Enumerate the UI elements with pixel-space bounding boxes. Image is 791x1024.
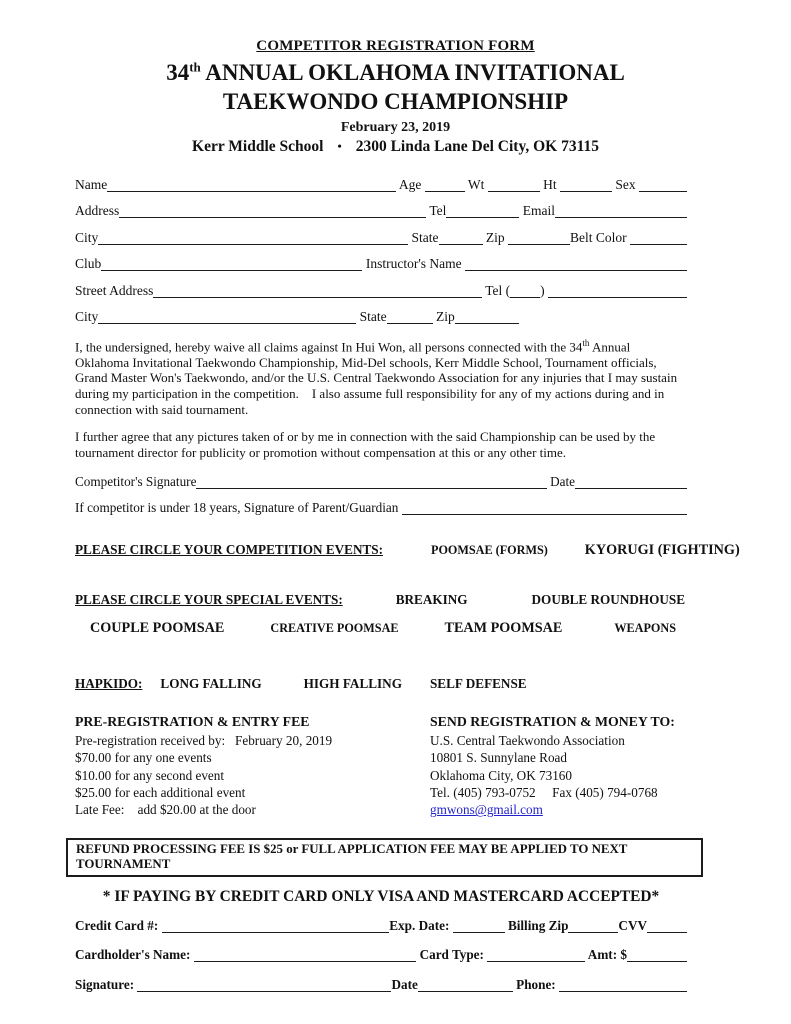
mailing-address-line: Tel. (405) 793-0752 Fax (405) 794-0768 bbox=[430, 785, 658, 801]
blank-line bbox=[453, 930, 505, 933]
pre-registration-heading: PRE-REGISTRATION & ENTRY FEE bbox=[75, 714, 310, 730]
special1 bbox=[75, 592, 687, 608]
fee-line: Late Fee: add $20.00 at the door bbox=[75, 802, 256, 818]
blank-line bbox=[555, 215, 687, 218]
blank-line bbox=[630, 242, 687, 245]
row-city1 bbox=[75, 230, 687, 246]
field-label: Name bbox=[75, 176, 108, 192]
field-label: Email bbox=[519, 203, 555, 219]
row-address bbox=[75, 203, 687, 219]
field-label: Date bbox=[391, 976, 418, 992]
row-club bbox=[75, 256, 687, 272]
blank-line bbox=[639, 189, 687, 192]
blank-line bbox=[487, 959, 585, 962]
field-label: Signature: bbox=[75, 976, 138, 992]
field-label: Cardholder's Name: bbox=[75, 947, 194, 963]
field-label: Instructor's Name bbox=[362, 256, 465, 272]
fee-lines bbox=[75, 732, 430, 819]
hapkido-heading: HAPKIDO: bbox=[75, 676, 143, 692]
tournament-title-number: 34 bbox=[166, 60, 190, 85]
blank-line bbox=[387, 321, 433, 324]
blank-line bbox=[137, 989, 391, 992]
waiver-paragraph-2: I further agree that any pictures taken of or by me in connection with the said Championship can be used by the tournament director for publicity or promotion without compensation at this or any other time. bbox=[75, 429, 659, 460]
mailing-address-line: Oklahoma City, OK 73160 bbox=[430, 767, 572, 783]
blank-line bbox=[107, 189, 396, 192]
blank-line bbox=[465, 268, 687, 271]
row-name-age bbox=[75, 177, 687, 193]
form-content bbox=[0, 177, 791, 993]
event-kyorugi-fighting: KYORUGI (FIGHTING) bbox=[584, 542, 740, 559]
field-label: Ht bbox=[539, 176, 560, 192]
waiver-ordinal: th bbox=[582, 337, 590, 348]
row-cardholder bbox=[75, 947, 687, 963]
event-weapons: WEAPONS bbox=[614, 621, 676, 636]
field-label: Competitor's Signature bbox=[75, 474, 197, 490]
blank-line bbox=[488, 189, 540, 192]
form-header bbox=[0, 0, 791, 156]
blank-line bbox=[647, 930, 687, 933]
event-high-falling: HIGH FALLING bbox=[303, 676, 402, 692]
event-long-falling: LONG FALLING bbox=[160, 676, 262, 692]
competitor-fields bbox=[75, 177, 687, 326]
field-label: Zip bbox=[482, 229, 508, 245]
hapkido bbox=[75, 676, 687, 692]
tournament-title-line2: TAEKWONDO CHAMPIONSHIP bbox=[222, 88, 569, 114]
blank-line bbox=[510, 295, 540, 298]
waiver-text-a: I, the undersigned, hereby waive all claims against In Hui Won, all persons connected with the 34 bbox=[75, 339, 583, 355]
refund-notice-box bbox=[66, 838, 703, 877]
events-section bbox=[75, 542, 740, 692]
field-label: CVV bbox=[618, 917, 647, 933]
waiver-text-b: Annual Oklahoma Invitational Taekwondo Championship, Mid-Del schools, Kerr Middle School, Tournament officials, Grand Master Won's Taekwondo, and/or the U.S. Central Taekwondo Association for any injuries that I may sustain during my participation in the competition. I also assume full responsibility for any of my actions during and in connection with said tournament. bbox=[75, 339, 681, 417]
field-label: Address bbox=[75, 203, 120, 219]
signature-rows bbox=[75, 474, 687, 516]
row-city2 bbox=[75, 309, 687, 325]
field-label: State bbox=[356, 309, 387, 325]
field-label: State bbox=[408, 229, 439, 245]
blank-line bbox=[194, 959, 417, 962]
blank-line bbox=[446, 215, 519, 218]
field-label: Club bbox=[75, 256, 102, 272]
row-street bbox=[75, 283, 687, 299]
field-label: Wt bbox=[464, 176, 488, 192]
competition-events-heading: PLEASE CIRCLE YOUR COMPETITION EVENTS: bbox=[75, 542, 383, 558]
field-label: Tel bbox=[426, 203, 447, 219]
form-title: COMPETITOR REGISTRATION FORM bbox=[256, 38, 535, 54]
field-label: Card Type: bbox=[416, 947, 488, 963]
fee-line: $10.00 for any second event bbox=[75, 767, 225, 783]
waiver-paragraph-1 bbox=[75, 336, 687, 417]
blank-line bbox=[627, 959, 687, 962]
fees-and-mailing bbox=[75, 713, 687, 818]
field-label: ) bbox=[540, 282, 548, 298]
blank-line bbox=[101, 268, 362, 271]
blank-line bbox=[425, 189, 465, 192]
mailing-address-lines bbox=[430, 732, 687, 802]
venue-name: Kerr Middle School bbox=[192, 137, 324, 155]
field-label: Zip bbox=[432, 309, 455, 325]
field-label: Age bbox=[396, 176, 425, 192]
blank-line bbox=[402, 512, 687, 515]
venue-line bbox=[0, 138, 791, 156]
field-label: Belt Color bbox=[570, 229, 630, 245]
venue-address: 2300 Linda Lane Del City, OK 73115 bbox=[355, 137, 599, 155]
tournament-title-ordinal: th bbox=[189, 59, 201, 75]
field-label: Billing Zip bbox=[504, 917, 569, 933]
field-label: Date bbox=[546, 474, 575, 490]
pre-registration-column bbox=[75, 713, 430, 818]
event-creative-poomsae: CREATIVE POOMSAE bbox=[270, 621, 399, 636]
fee-line: $25.00 for each additional event bbox=[75, 785, 246, 801]
blank-line bbox=[98, 321, 356, 324]
blank-line bbox=[196, 486, 546, 489]
fee-line: $70.00 for any one events bbox=[75, 750, 212, 766]
field-label: If competitor is under 18 years, Signature of Parent/Guardian bbox=[75, 500, 402, 516]
blank-line bbox=[98, 242, 408, 245]
row-guardian-signature bbox=[75, 500, 687, 516]
blank-line bbox=[153, 295, 482, 298]
field-label: Street Address bbox=[75, 282, 154, 298]
special-events-heading: PLEASE CIRCLE YOUR SPECIAL EVENTS: bbox=[75, 592, 343, 608]
blank-line bbox=[162, 930, 390, 933]
row-credit-card bbox=[75, 918, 687, 934]
blank-line bbox=[418, 989, 513, 992]
field-label: Credit Card #: bbox=[75, 917, 162, 933]
send-to-heading: SEND REGISTRATION & MONEY TO: bbox=[430, 714, 675, 730]
field-label: Tel ( bbox=[482, 282, 511, 298]
competition bbox=[75, 542, 740, 559]
blank-line bbox=[560, 189, 612, 192]
row-cc-signature bbox=[75, 977, 687, 993]
field-label: Phone: bbox=[512, 976, 559, 992]
blank-line bbox=[575, 486, 687, 489]
row-competitor-signature bbox=[75, 474, 687, 490]
blank-line bbox=[455, 321, 519, 324]
event-double-roundhouse: DOUBLE ROUNDHOUSE bbox=[531, 592, 686, 608]
blank-line bbox=[119, 215, 426, 218]
event-team-poomsae: TEAM POOMSAE bbox=[444, 620, 563, 637]
blank-line bbox=[548, 295, 687, 298]
mailing-address-line: U.S. Central Taekwondo Association bbox=[430, 732, 625, 748]
field-label: Sex bbox=[612, 176, 639, 192]
refund-notice-text: REFUND PROCESSING FEE IS $25 or FULL APPLICATION FEE MAY BE APPLIED TO NEXT TOURNAMENT bbox=[76, 841, 628, 871]
field-label: City bbox=[75, 229, 99, 245]
credit-card-rows bbox=[75, 918, 687, 993]
blank-line bbox=[568, 930, 618, 933]
event-poomsae-forms: POOMSAE (FORMS) bbox=[431, 543, 548, 558]
tournament-title-line1: ANNUAL OKLAHOMA INVITATIONAL bbox=[200, 60, 625, 85]
bullet-separator: • bbox=[337, 138, 342, 153]
field-label: City bbox=[75, 309, 99, 325]
blank-line bbox=[559, 989, 687, 992]
blank-line bbox=[439, 242, 483, 245]
special2 bbox=[75, 620, 687, 637]
event-self-defense: SELF DEFENSE bbox=[429, 676, 527, 692]
field-label: Exp. Date: bbox=[389, 917, 453, 933]
email-link[interactable]: gmwons@gmail.com bbox=[430, 802, 543, 818]
email-line bbox=[430, 801, 687, 818]
event-couple-poomsae: COUPLE POOMSAE bbox=[90, 620, 225, 637]
tournament-title bbox=[0, 59, 791, 117]
event-date: February 23, 2019 bbox=[340, 119, 451, 135]
fee-line: Pre-registration received by: February 20, 2019 bbox=[75, 732, 333, 748]
event-breaking: BREAKING bbox=[395, 592, 468, 608]
credit-card-note: * IF PAYING BY CREDIT CARD ONLY VISA AND MASTERCARD ACCEPTED* bbox=[102, 887, 660, 905]
blank-line bbox=[508, 242, 570, 245]
field-label: Amt: $ bbox=[585, 947, 627, 963]
mailing-address-line: 10801 S. Sunnylane Road bbox=[430, 750, 568, 766]
send-to-column bbox=[430, 713, 687, 818]
